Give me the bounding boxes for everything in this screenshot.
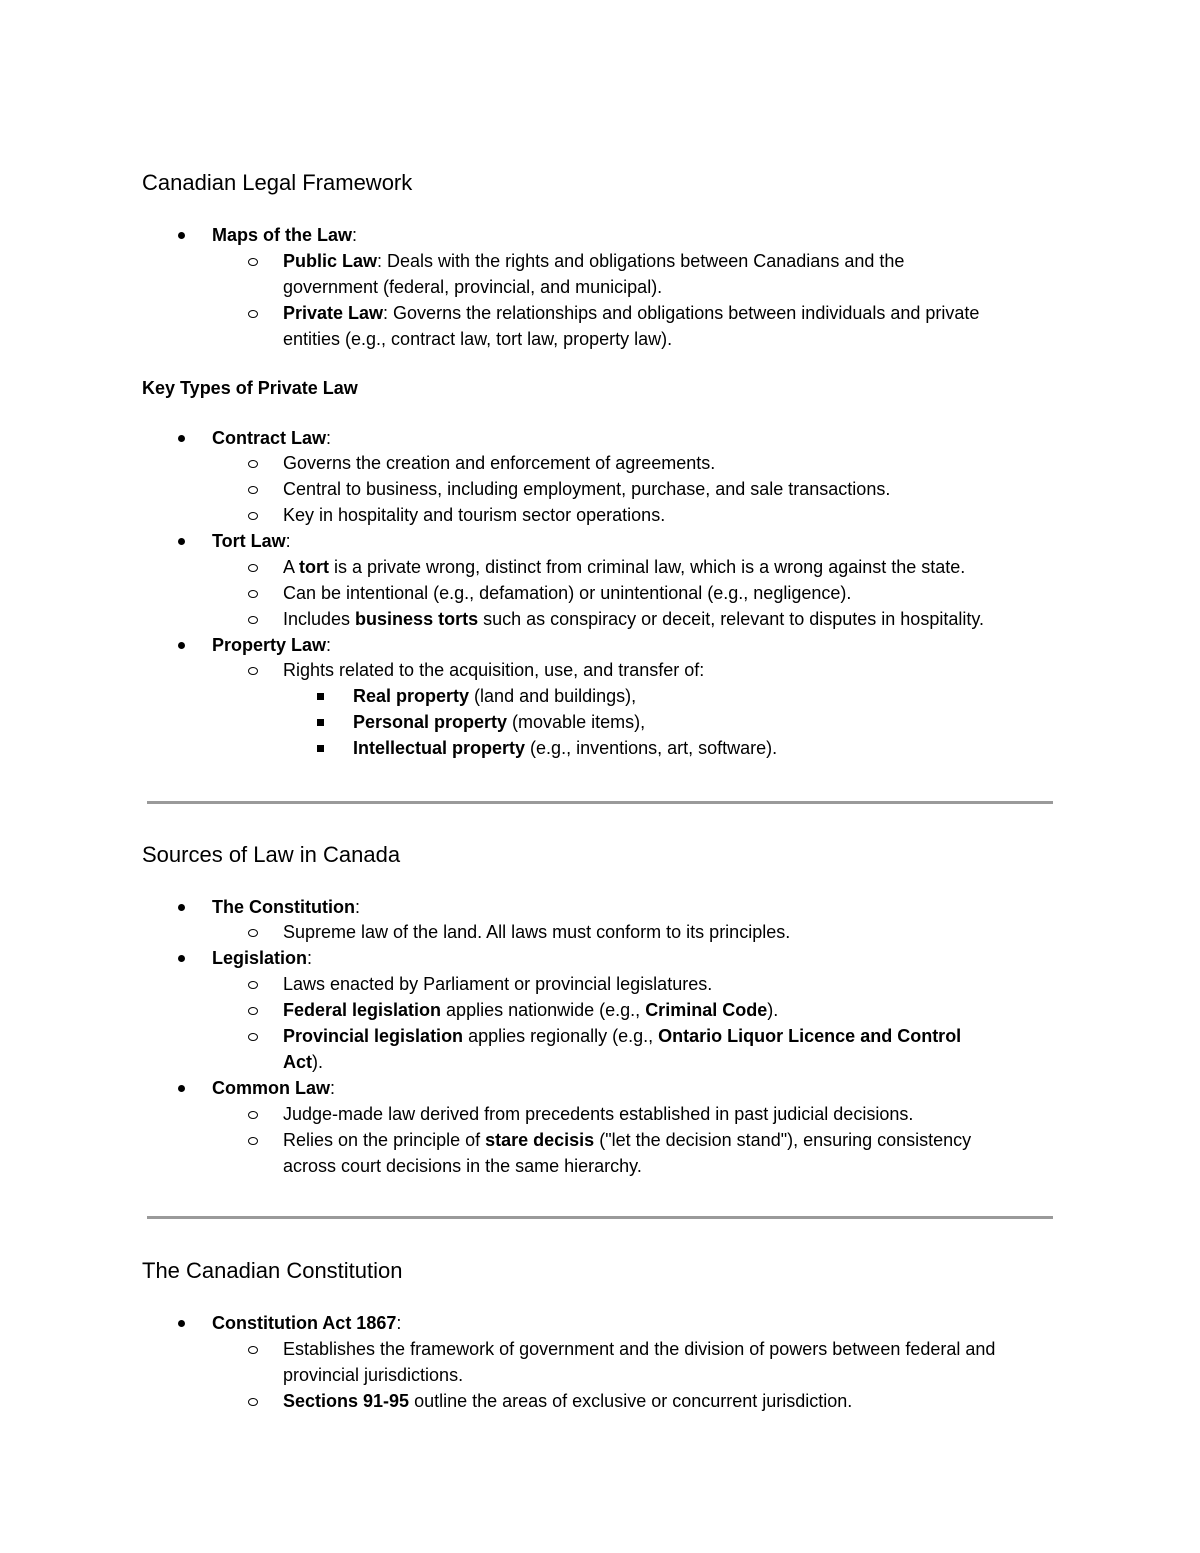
section-divider: [147, 801, 1053, 804]
bullet-circle-icon: [248, 1336, 258, 1362]
bullet-disc-icon: [178, 1310, 185, 1336]
item-bold: Criminal Code: [645, 1000, 768, 1020]
item-label: Private Law: [283, 303, 384, 323]
list-item: Contract Law:: [212, 428, 332, 448]
list-item: Legislation:: [212, 948, 313, 968]
item-label: Maps of the Law: [212, 225, 353, 245]
item-bold: Personal property: [353, 712, 508, 732]
item-text: applies regionally (e.g.,: [463, 1026, 659, 1046]
list-item: [283, 248, 904, 274]
item-label: The Constitution: [212, 897, 355, 917]
item-text: A: [283, 557, 300, 577]
item-text: : Governs the relationships and obligations between individuals and private: [383, 303, 980, 323]
item-text: is a private wrong, distinct from criminal law, which is a wrong against the state.: [329, 557, 966, 577]
list-item: Supreme law of the land. All laws must conform to its principles.: [283, 922, 791, 942]
bullet-square-icon: [317, 683, 324, 709]
item-label: Common Law: [212, 1078, 331, 1098]
item-text: Relies on the principle of: [283, 1130, 486, 1150]
bullet-circle-icon: [248, 919, 258, 945]
list-item: Maps of the Law:: [212, 225, 358, 245]
bullet-circle-icon: [248, 554, 258, 580]
item-text: ).: [767, 1000, 779, 1020]
list-item-continued: government (federal, provincial, and municipal).: [283, 277, 663, 297]
list-item-continued: entities (e.g., contract law, tort law, property law).: [283, 329, 673, 349]
list-item: Can be intentional (e.g., defamation) or unintentional (e.g., negligence).: [283, 583, 852, 603]
item-label: Property Law: [212, 635, 327, 655]
bullet-disc-icon: [178, 425, 185, 451]
item-label: Legislation: [212, 948, 308, 968]
list-item: [353, 709, 645, 735]
list-item: Constitution Act 1867:: [212, 1313, 402, 1333]
bullet-circle-icon: [248, 300, 258, 326]
item-bold: Provincial legislation: [283, 1026, 464, 1046]
item-label: Contract Law: [212, 428, 327, 448]
list-item: Rights related to the acquisition, use, and transfer of:: [283, 660, 705, 680]
bullet-circle-icon: [248, 580, 258, 606]
list-item: [283, 1388, 852, 1414]
bullet-circle-icon: [248, 502, 258, 528]
bullet-square-icon: [317, 735, 324, 761]
item-label: Public Law: [283, 251, 378, 271]
bullet-circle-icon: [248, 997, 258, 1023]
item-label: Tort Law: [212, 531, 286, 551]
item-bold: stare decisis: [485, 1130, 595, 1150]
list-item: Judge-made law derived from precedents established in past judicial decisions.: [283, 1104, 914, 1124]
item-text: (land and buildings),: [469, 686, 637, 706]
list-item: [283, 554, 965, 580]
item-text: applies nationwide (e.g.,: [441, 1000, 646, 1020]
item-text: (e.g., inventions, art, software).: [525, 738, 778, 758]
list-item: [353, 735, 777, 761]
list-item: [283, 606, 984, 632]
bullet-circle-icon: [248, 1023, 258, 1049]
list-item: [353, 683, 636, 709]
section-title-sources: Sources of Law in Canada: [142, 842, 401, 867]
item-bold: tort: [299, 557, 330, 577]
bullet-disc-icon: [178, 222, 185, 248]
bullet-disc-icon: [178, 894, 185, 920]
section-title-framework: Canadian Legal Framework: [142, 170, 413, 195]
list-item: Key in hospitality and tourism sector operations.: [283, 505, 666, 525]
item-text: such as conspiracy or deceit, relevant to disputes in hospitality.: [478, 609, 985, 629]
bullet-square-icon: [317, 709, 324, 735]
item-text: outline the areas of exclusive or concurrent jurisdiction.: [409, 1391, 853, 1411]
item-text: ).: [312, 1052, 324, 1072]
list-item-continued: [283, 1049, 323, 1075]
list-item: Property Law:: [212, 635, 332, 655]
list-item: [283, 997, 778, 1023]
list-item: The Constitution:: [212, 897, 360, 917]
list-item: [283, 300, 979, 326]
list-item: Governs the creation and enforcement of agreements.: [283, 453, 716, 473]
bullet-circle-icon: [248, 248, 258, 274]
item-bold: Ontario Liquor Licence and Control: [658, 1026, 962, 1046]
list-item: Common Law:: [212, 1078, 336, 1098]
list-item: Tort Law:: [212, 531, 291, 551]
list-item: [283, 1023, 961, 1049]
item-text: : Deals with the rights and obligations between Canadians and the: [377, 251, 905, 271]
item-bold: Intellectual property: [353, 738, 526, 758]
item-label: Constitution Act 1867: [212, 1313, 397, 1333]
item-bold: Real property: [353, 686, 470, 706]
section-divider: [147, 1216, 1053, 1219]
list-item: Central to business, including employment, purchase, and sale transactions.: [283, 479, 891, 499]
item-text: ("let the decision stand"), ensuring consistency: [594, 1130, 972, 1150]
item-bold: Federal legislation: [283, 1000, 442, 1020]
bullet-circle-icon: [248, 657, 258, 683]
bullet-circle-icon: [248, 606, 258, 632]
bullet-circle-icon: [248, 971, 258, 997]
bullet-disc-icon: [178, 528, 185, 554]
list-item-continued: across court decisions in the same hierarchy.: [283, 1156, 642, 1176]
item-text: Includes: [283, 609, 356, 629]
section-title-private-types: Key Types of Private Law: [142, 378, 358, 398]
bullet-circle-icon: [248, 1101, 258, 1127]
list-item: Establishes the framework of government and the division of powers between federal and: [283, 1339, 996, 1359]
bullet-circle-icon: [248, 1388, 258, 1414]
bullet-circle-icon: [248, 450, 258, 476]
item-bold: Act: [283, 1052, 313, 1072]
item-text: (movable items),: [507, 712, 646, 732]
bullet-circle-icon: [248, 476, 258, 502]
bullet-disc-icon: [178, 945, 185, 971]
list-item-continued: provincial jurisdictions.: [283, 1365, 464, 1385]
bullet-disc-icon: [178, 632, 185, 658]
bullet-circle-icon: [248, 1127, 258, 1153]
bullet-disc-icon: [178, 1075, 185, 1101]
list-item: Laws enacted by Parliament or provincial legislatures.: [283, 974, 713, 994]
item-bold: business torts: [355, 609, 479, 629]
list-item: [283, 1127, 971, 1153]
item-bold: Sections 91-95: [283, 1391, 410, 1411]
section-title-constitution: The Canadian Constitution: [142, 1258, 403, 1283]
